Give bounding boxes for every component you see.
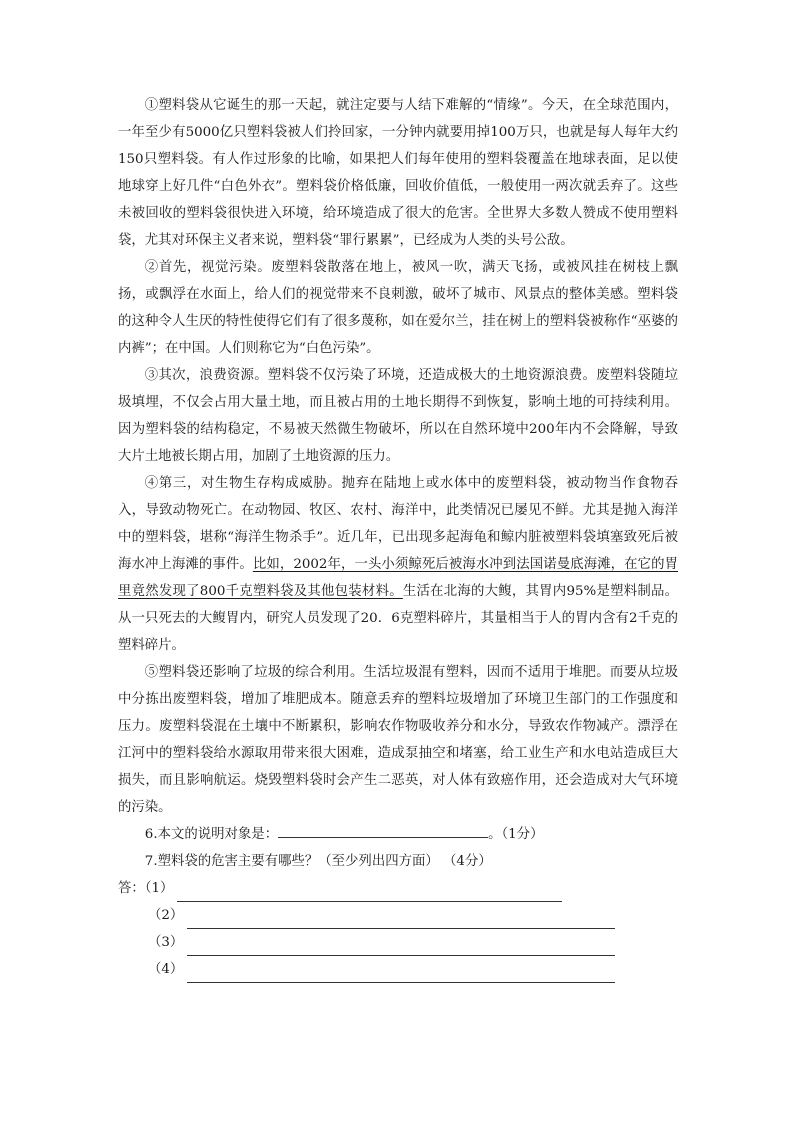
answer-row-3: [118, 929, 678, 956]
paragraph-3: ③其次，浪费资源。塑料袋不仅污染了环境，还造成极大的土地资源浪费。废塑料袋随垃圾填埋，不仅会占用大量土地，而且被占用的土地长期得不到恢复，影响土地的可持续利用。因为塑料袋的结构稳定，不易被天然微生物破坏，所以在自然环境中200年内不会降解，导致大片土地被长期占用，加剧了土地资源的压力。: [118, 368, 678, 464]
paragraph-5: ⑤塑料袋还影响了垃圾的综合利用。生活垃圾混有塑料，因而不适用于堆肥。而要从垃圾中分拣出废塑料袋，增加了堆肥成本。随意丢弃的塑料垃圾增加了环境卫生部门的工作强度和压力。废塑料袋混在土壤中不断累积，影响农作物吸收养分和水分，导致农作物减产。漂浮在江河中的塑料袋给水源取用带来很大困难，造成泵抽空和堵塞，给工业生产和水电站造成巨大损失，而且影响航运。烧毁塑料袋时会产生二恶英，对人体有致癌作用，还会造成对大气环境的污染。: [118, 665, 678, 815]
answer-line-2[interactable]: [187, 910, 615, 929]
paragraph-4-ending: 生活在北海的大鳆，其胃内95%是塑料制品。从一只死去的大鳆胃内，研究人员发现了20．6克塑料碎片，其量相当于人的胃内含有2千克的塑料碎片。: [118, 584, 679, 653]
paragraph-4-intro: ④第三，对生物生存构成威胁。抛弃在陆地上或水体中的废塑料袋，被动物当作食物吞入，导致动物死亡。在动物园、牧区、农村、海洋中，此类情况已屡见不鲜。尤其是抛入海洋中的塑料袋，堪称“海洋生物杀手”。近几年，已出现多起海龟和鲸内脏被塑料袋填塞致死后被海水冲上海滩的事件。: [118, 476, 678, 572]
document-page: [118, 92, 678, 983]
answer-label-3: （3）: [148, 935, 184, 950]
paragraph-4-underlined-example: 比如，2002年，一头小须鲸死后被海水冲到法国诺曼底海滩，在它的胃里竟然发现了800千克塑料袋及其他包装材料。: [118, 557, 679, 599]
paragraph-2: ②首先，视觉污染。废塑料袋散落在地上，被风一吹，满天飞扬，或被风挂在树枝上飘扬，或飘浮在水面上，给人们的视觉带来不良刺激，破坏了城市、风景点的整体美感。塑料袋的这种令人生厌的特性使得它们有了很多蔑称，如在爱尔兰，挂在树上的塑料袋被称作“巫婆的内裤”；在中国。人们则称它为“白色污染”。: [118, 260, 678, 356]
answer-label-2: （2）: [148, 908, 184, 923]
answer-line-3[interactable]: [187, 937, 615, 956]
question-7: 7.塑料袋的危害主要有哪些？（至少列出四方面） （4分）: [144, 854, 492, 869]
paragraph-1: ①塑料袋从它诞生的那一天起，就注定要与人结下难解的“情缘”。今天，在全球范围内，一年至少有5000亿只塑料袋被人们拎回家，一分钟内就要用掉100万只，也就是每人每年大约150只塑料袋。有人作过形象的比喻，如果把人们每年使用的塑料袋覆盖在地球表面，足以使地球穿上好几件“白色外衣”。塑料袋价格低廉，回收价值低，一般使用一两次就丢弃了。这些未被回收的塑料袋很快进入环境，给环境造成了很大的危害。全世界大多数人赞成不使用塑料袋，尤其对环保主义者来说，塑料袋“罪行累累”，已经成为人类的头号公敌。: [118, 98, 678, 248]
answer-row-2: [118, 902, 678, 929]
answer-label-4: （4）: [148, 962, 184, 977]
answer-row-1: [118, 875, 678, 902]
question-6-suffix: 。（1分）: [488, 827, 544, 842]
paragraph-4: [118, 470, 678, 659]
answer-row-4: [118, 956, 678, 983]
question-6-blank[interactable]: [278, 823, 488, 838]
question-6-prefix: 6.本文的说明对象是：: [144, 827, 279, 842]
answer-line-1[interactable]: [177, 883, 562, 902]
answer-line-4[interactable]: [187, 964, 615, 983]
answer-label-1: 答：（1）: [118, 881, 174, 896]
question-6: [118, 821, 678, 848]
